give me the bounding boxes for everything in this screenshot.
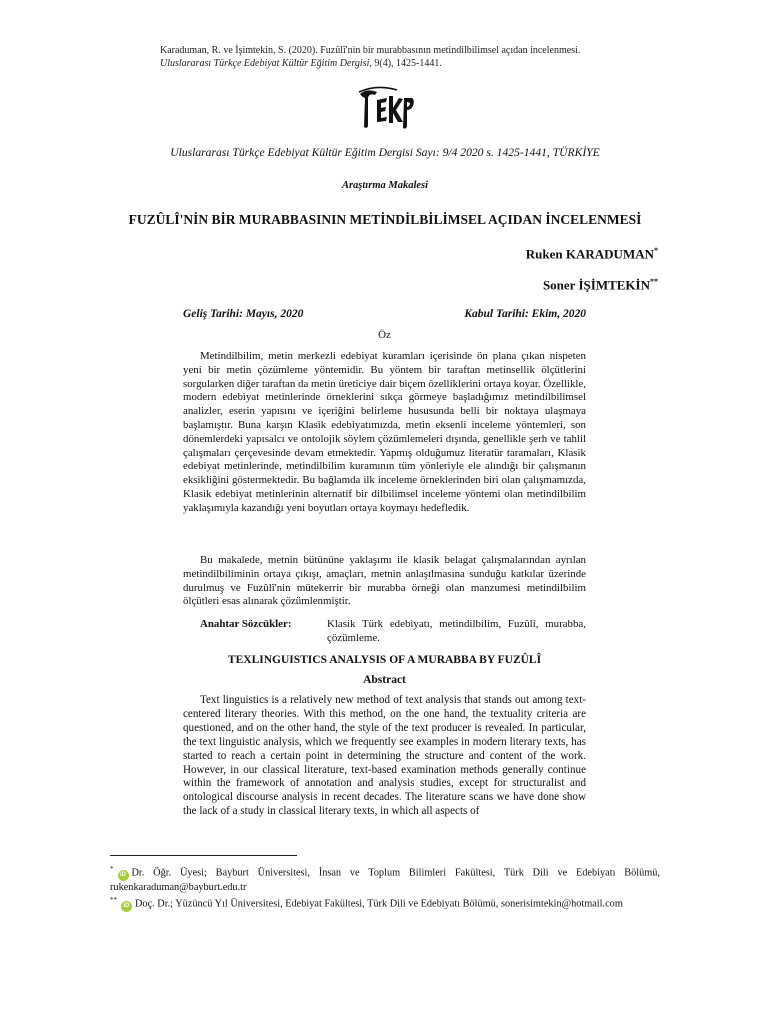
orcid-icon[interactable]: iD [118,870,129,881]
author-name: Ruken KARADUMAN [525,246,654,262]
article-type: Araştırma Makalesi [341,180,429,191]
footnote-text: Doç. Dr.; Yüzüncü Yıl Üniversitesi, Edebiyat Fakültesi, Türk Dili ve Edebiyatı Bölümü, sonerisimtekin@hotmail.com [135,898,623,910]
received-date: Geliş Tarihi: Mayıs, 2020 [183,308,304,320]
citation-journal: Uluslararası Türkçe Edebiyat Kültür Eğitim Dergisi, [160,58,372,69]
citation-journal-line [160,57,580,70]
keywords [183,618,586,646]
journal-logo-icon [357,86,415,132]
author-name: Soner İŞİMTEKİN [542,277,650,293]
author-mark: * [654,246,658,255]
dates-row [183,308,586,320]
journal-issue-line: Uluslararası Türkçe Edebiyat Kültür Eğitim Dergisi Sayı: 9/4 2020 s. 1425-1441, TÜRKİYE [170,146,600,159]
oz-heading: Öz [378,329,391,341]
footnote-mark: ** [110,896,117,904]
keywords-label: Anahtar Sözcükler: [200,618,292,630]
english-title: TEXLINGUISTICS ANALYSIS OF A MURABBA BY FUZÛLÎ [227,654,542,666]
accepted-date: Kabul Tarihi: Ekim, 2020 [464,308,586,320]
citation-line: Karaduman, R. ve İşimtekin, S. (2020). Fuzûlî'nin bir murabbasının metindilbilimsel açıdan incelenmesi. [160,45,581,56]
author-mark: ** [650,277,658,286]
footnote-mark: * [110,865,114,873]
journal-logo [357,86,415,132]
citation-volume: 9(4), 1425-1441. [371,58,442,69]
footnote-1 [110,863,660,894]
author-1 [526,246,658,262]
author-2 [543,277,658,293]
orcid-icon[interactable]: iD [121,901,132,912]
footnote-text: Dr. Öğr. Üyesi; Bayburt Üniversitesi, İnsan ve Toplum Bilimleri Fakültesi, Türk Dili ve Edebiyatı Bölümü, rukenkaraduman@bayburt.edu.tr [110,867,660,894]
keywords-value: Klasik Türk edebiyatı, metindilbilim, Fuzûlî, murabba, çözümleme. [327,618,586,644]
oz-paragraph: Metindilbilim, metin merkezli edebiyat kuramları içerisinde ön plana çıkan nispeten yeni bir metin çözümleme yöntemidir. Bu yöntem bir taraftan metinsellik ölçütlerini sorgularken diğer taraftan da metin üreticiye dair biçem özelliklerini ortaya koyar. Özellikle, modern edebiyat metinlerinde örneklerini sıkça görmeye başladığımız metindilbilimsel analizler, eserin yapısını ve içeriğini belirleme hususunda belli bir noktaya ulaşmaya başlamıştır. Buna karşın Klasik edebiyatımızda, metin eksenli inceleme yöntemleri, son dönemlerdeki yapısalcı ve ontolojik söylem çözümlemeleri dışında, genellikle şerh ve tahlil çalışmaları çerçevesinde devam etmektedir. Yapmış olduğumuz literatür taramaları, Klasik edebiyat metinlerinde, metindilbilim kuramının tüm yönleriyle ele alındığı bir çalışmanın eksikliğini göstermektedir. Bu bağlamda ilk inceleme örneklerinden biri olan çalışmamızda, Klasik edebiyat metinlerinin alternatif bir dilbilimsel inceleme yöntemi olan metindilbilim yaklaşımıyla kazandığı yeni boyutları ortaya koymayı hedefledik. [183,350,586,514]
abstract-heading: Abstract [363,674,406,686]
abstract-paragraph: Text linguistics is a relatively new method of text analysis that stands out among text-centered literary theories. With this method, on the one hand, the textuality criteria are questioned, and on the other hand, the style of the text producer is revealed. In particular, the text linguistic analysis, which we frequently see examples in modern literary texts, has started to reach a certain point in determining the structure and content of the work. However, in our classical literature, text-based examination methods generally continue within the framework of annotation and analysis studies, except for structuralist and ontological discourse analysis in recent decades. The literature scans we have done show the lack of a study in classical literary texts, in which all aspects of [183,694,586,818]
article-title: FUZÛLÎ'NİN BİR MURABBASININ METİNDİLBİLİMSEL AÇIDAN İNCELENMESİ [128,212,642,227]
footnote-divider [110,855,297,856]
footnote-2 [110,894,660,912]
citation-block [160,44,580,70]
oz-paragraph: Bu makalede, metnin bütününe yaklaşımı ile klasik belagat çalışmalarından ayrılan metindilbiliminin ortaya çıkışı, amaçları, metnin anlaşılmasına sunduğu katkılar üzerinde durulmuş ve Fuzûlî'nin mütekerrir bir murabba örneği olan manzumesi metindilbilim ölçütleri esas alınarak çözümlenmiştir. [183,554,586,608]
